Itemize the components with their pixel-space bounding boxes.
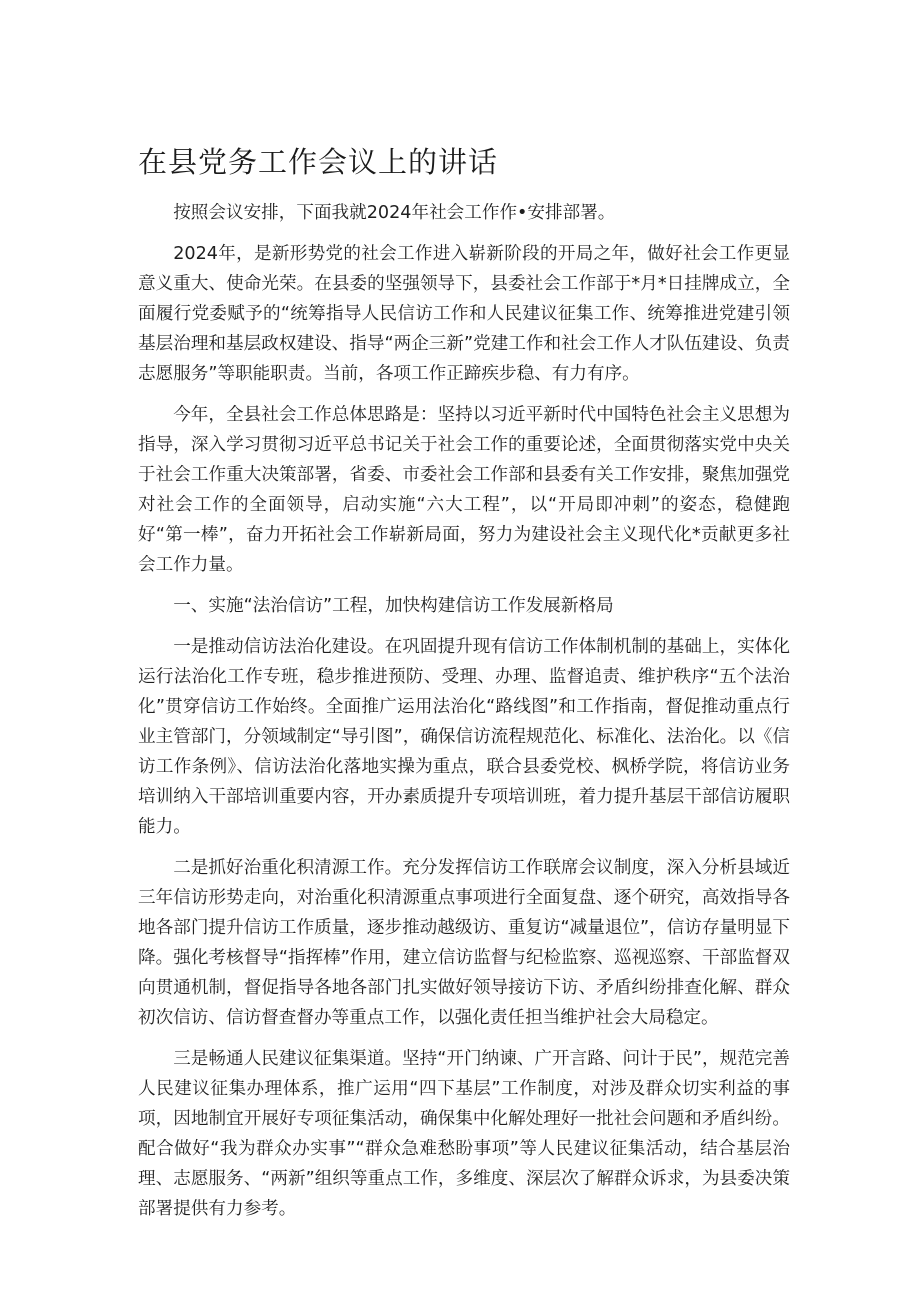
- paragraph-intro: 按照会议安排，下面我就2024年社会工作作•安排部署。: [173, 203, 616, 223]
- section-heading-1: 一、实施“法治信访”工程，加快构建信访工作发展新格局: [173, 596, 614, 616]
- document-body: [138, 198, 790, 1235]
- document-title: 在县党务工作会议上的讲话: [138, 145, 499, 179]
- paragraph-overall-approach: 今年，全县社会工作总体思路是：坚持以习近平新时代中国特色社会主义思想为指导，深入学习贯彻习近平总书记关于社会工作的重要论述，全面贯彻落实党中央关于社会工作重大决策部署，省委、市委社会工作部和县委有关工作安排，聚焦加强党对社会工作的全面领导，启动实施“六大工程”，以“开局即冲刺”的姿态，稳健跑好“第一棒”，奋力开拓社会工作崭新局面，努力为建设社会主义现代化*贡献更多社会工作力量。: [138, 405, 790, 575]
- paragraph-point-2: 二是抓好治重化积清源工作。充分发挥信访工作联席会议制度，深入分析县域近三年信访形势走向，对治重化积清源重点事项进行全面复盘、逐个研究，高效指导各地各部门提升信访工作质量，逐步推动越级访、重复访“减量退位”，信访存量明显下降。强化考核督导“指挥棒”作用，建立信访监督与纪检监察、巡视巡察、干部监督双向贯通机制，督促指导各地各部门扎实做好领导接访下访、矛盾纠纷排查化解、群众初次信访、信访督查督办等重点工作，以强化责任担当维护社会大局稳定。: [138, 858, 790, 1028]
- paragraph-point-3: 三是畅通人民建议征集渠道。坚持“开门纳谏、广开言路、问计于民”，规范完善人民建议征集办理体系，推广运用“四下基层”工作制度，对涉及群众切实利益的事项，因地制宜开展好专项征集活动，确保集中化解处理好一批社会问题和矛盾纠纷。配合做好“我为群众办实事”“群众急难愁盼事项”等人民建议征集活动，结合基层治理、志愿服务、“两新”组织等重点工作，多维度、深层次了解群众诉求，为县委决策部署提供有力参考。: [138, 1049, 790, 1219]
- paragraph-point-1: 一是推动信访法治化建设。在巩固提升现有信访工作体制机制的基础上，实体化运行法治化工作专班，稳步推进预防、受理、办理、监督追责、维护秩序“五个法治化”贯穿信访工作始终。全面推广运用法治化“路线图”和工作指南，督促推动重点行业主管部门，分领域制定“导引图”，确保信访流程规范化、标准化、法治化。以《信访工作条例》、信访法治化落地实操为重点，联合县委党校、枫桥学院，将信访业务培训纳入干部培训重要内容，开办素质提升专项培训班，着力提升基层干部信访履职能力。: [138, 637, 790, 837]
- paragraph-background: 2024年，是新形势党的社会工作进入崭新阶段的开局之年，做好社会工作更显意义重大、使命光荣。在县委的坚强领导下，县委社会工作部于*月*日挂牌成立，全面履行党委赋予的“统筹指导人民信访工作和人民建议征集工作、统筹推进党建引领基层治理和基层政权建设、指导“两企三新”党建工作和社会工作人才队伍建设、负责志愿服务”等职能职责。当前，各项工作正蹄疾步稳、有力有序。: [138, 244, 790, 384]
